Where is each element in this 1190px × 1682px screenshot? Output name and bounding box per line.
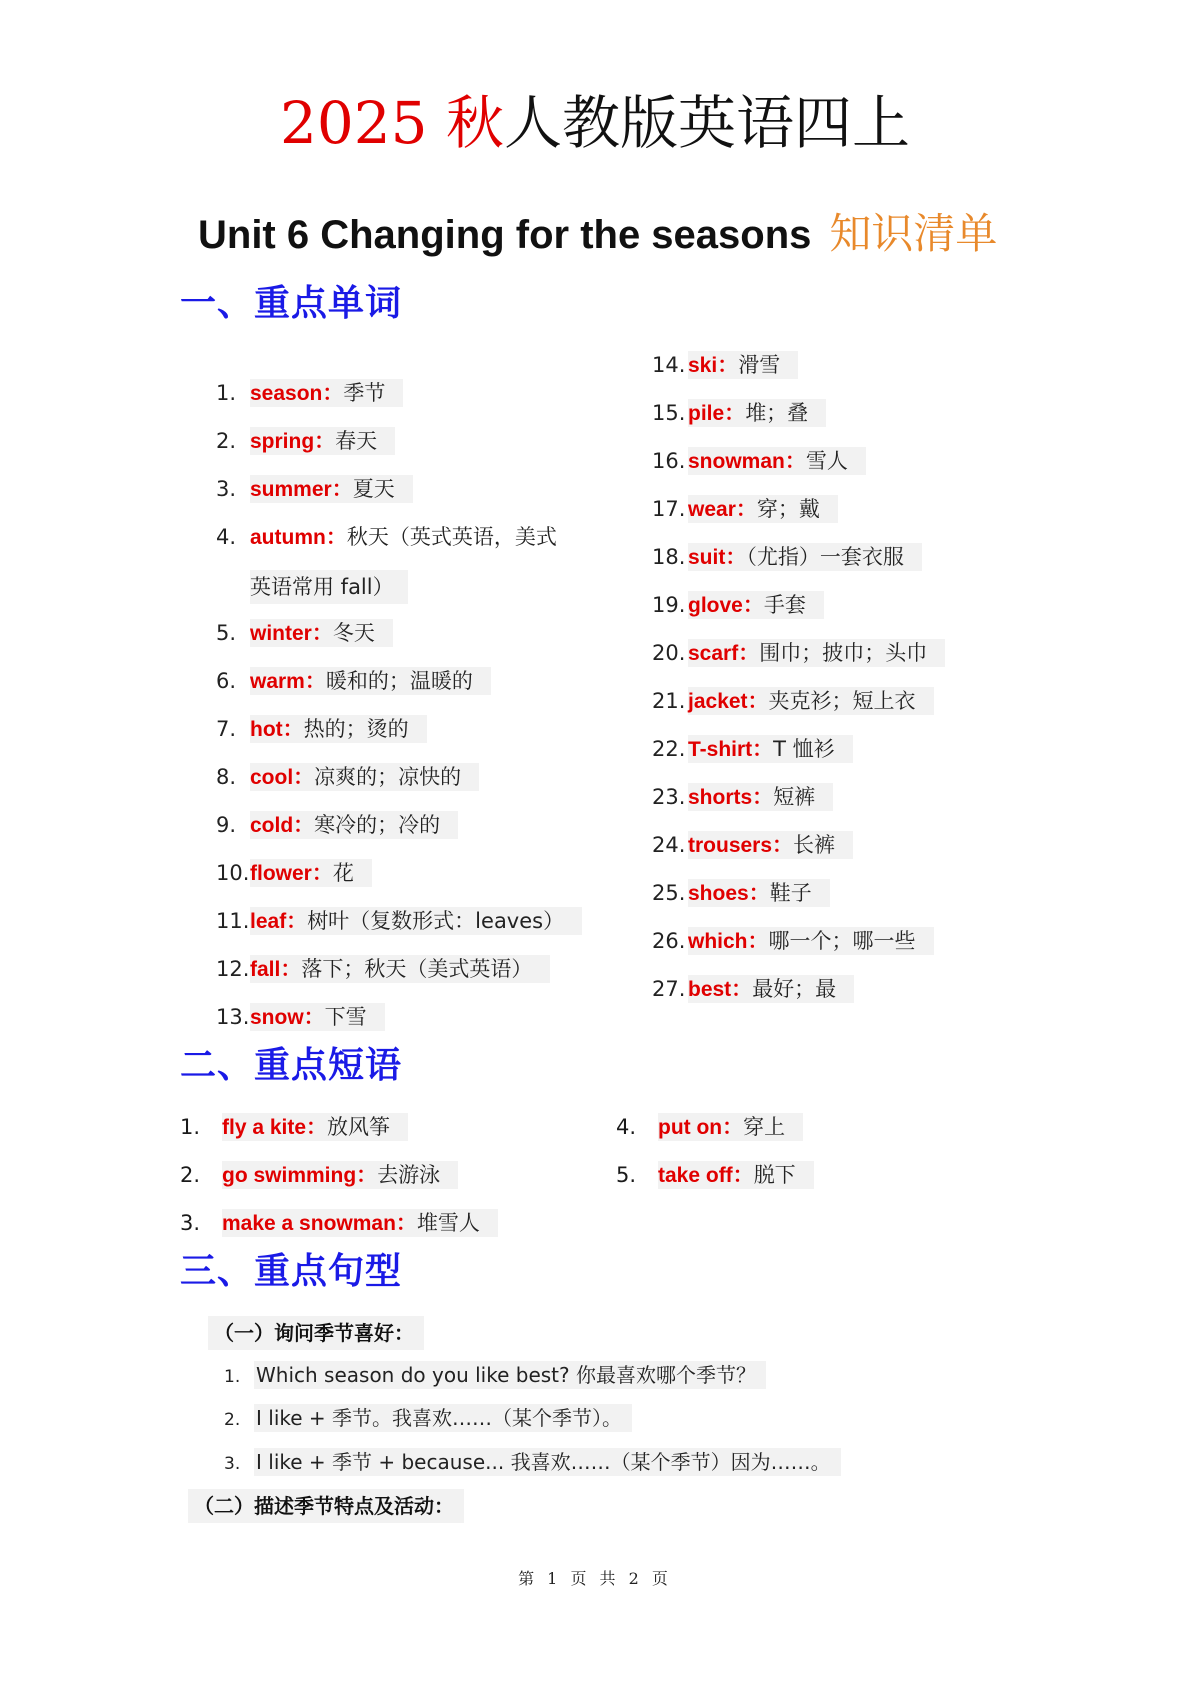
vocab-item: 12.fall：落下；秋天（美式英语）: [216, 954, 550, 985]
subheading-describe-season-features: （二）描述季节特点及活动：: [188, 1489, 464, 1523]
subheading-ask-season-preference: （一）询问季节喜好：: [208, 1316, 424, 1350]
vocab-item: 15. pile：堆；叠: [652, 398, 826, 429]
section-heading-key-phrases: 二、重点短语: [180, 1045, 403, 1086]
vocab-item: 21. jacket：夹克衫；短上衣: [652, 686, 934, 717]
vocab-item: 10.flower：花: [216, 858, 372, 889]
vocab-item: 14. ski：滑雪: [652, 350, 798, 381]
vocab-item: 16. snowman：雪人: [652, 446, 866, 477]
vocab-item: 24. trousers：长裤: [652, 830, 853, 861]
vocab-item: 9. cold：寒冷的；冷的: [216, 810, 458, 841]
phrase-item: 5. take off：脱下: [616, 1160, 814, 1191]
page-title: [0, 86, 1190, 160]
section-heading-key-words: 一、重点单词: [180, 283, 403, 324]
vocab-item: 3. summer：夏天: [216, 474, 413, 505]
vocab-item: 6. warm：暖和的；温暖的: [216, 666, 491, 697]
vocab-item: 18. suit：（尤指）一套衣服: [652, 542, 922, 573]
vocab-item: 8. cool：凉爽的；凉快的: [216, 762, 479, 793]
vocab-item: 25. shoes：鞋子: [652, 878, 830, 909]
phrase-item: 1. fly a kite：放风筝: [180, 1112, 408, 1143]
section-heading-key-sentences: 三、重点句型: [180, 1251, 403, 1292]
vocab-item: 13.snow：下雪: [216, 1002, 385, 1033]
vocab-item: 20. scarf：围巾；披巾；头巾: [652, 638, 945, 669]
sentence-item: 3. I like + 季节 + because... 我喜欢……（某个季节）因为……。: [224, 1447, 841, 1479]
unit-title: [198, 206, 997, 263]
vocab-item: 11.leaf：树叶（复数形式：leaves）: [216, 906, 582, 937]
title-main: 人教版英语四上: [504, 89, 911, 157]
vocab-item: 23. shorts：短裤: [652, 782, 833, 813]
vocab-item: 26. which：哪一个；哪一些: [652, 926, 934, 957]
sentence-item: 2. I like + 季节。我喜欢……（某个季节）。: [224, 1403, 632, 1435]
vocab-item: 7. hot：热的；烫的: [216, 714, 427, 745]
page-footer: 第 1 页 共 2 页: [518, 1569, 672, 1588]
vocab-item-continuation: 英语常用 fall）: [250, 570, 408, 604]
phrase-item: 2. go swimming：去游泳: [180, 1160, 458, 1191]
vocab-item: 4. autumn：秋天（英式英语，美式: [216, 525, 557, 549]
title-year-season: 2025 秋: [279, 89, 505, 157]
vocab-item: 1. season：季节: [216, 378, 403, 409]
vocab-item: 17. wear：穿；戴: [652, 494, 838, 525]
unit-title-text: Unit 6 Changing for the seasons: [198, 213, 812, 257]
vocab-item: 19. glove：手套: [652, 590, 824, 621]
phrase-item: 3. make a snowman：堆雪人: [180, 1208, 498, 1239]
vocab-item: 27. best：最好；最: [652, 974, 854, 1005]
vocab-item: 5. winter：冬天: [216, 618, 393, 649]
vocab-item: 22. T-shirt：T 恤衫: [652, 734, 853, 765]
vocab-item: 2. spring：春天: [216, 426, 395, 457]
phrase-item: 4. put on：穿上: [616, 1112, 803, 1143]
unit-title-suffix: 知识清单: [829, 209, 998, 258]
sentence-item: 1. Which season do you like best? 你最喜欢哪个季节？: [224, 1360, 766, 1392]
